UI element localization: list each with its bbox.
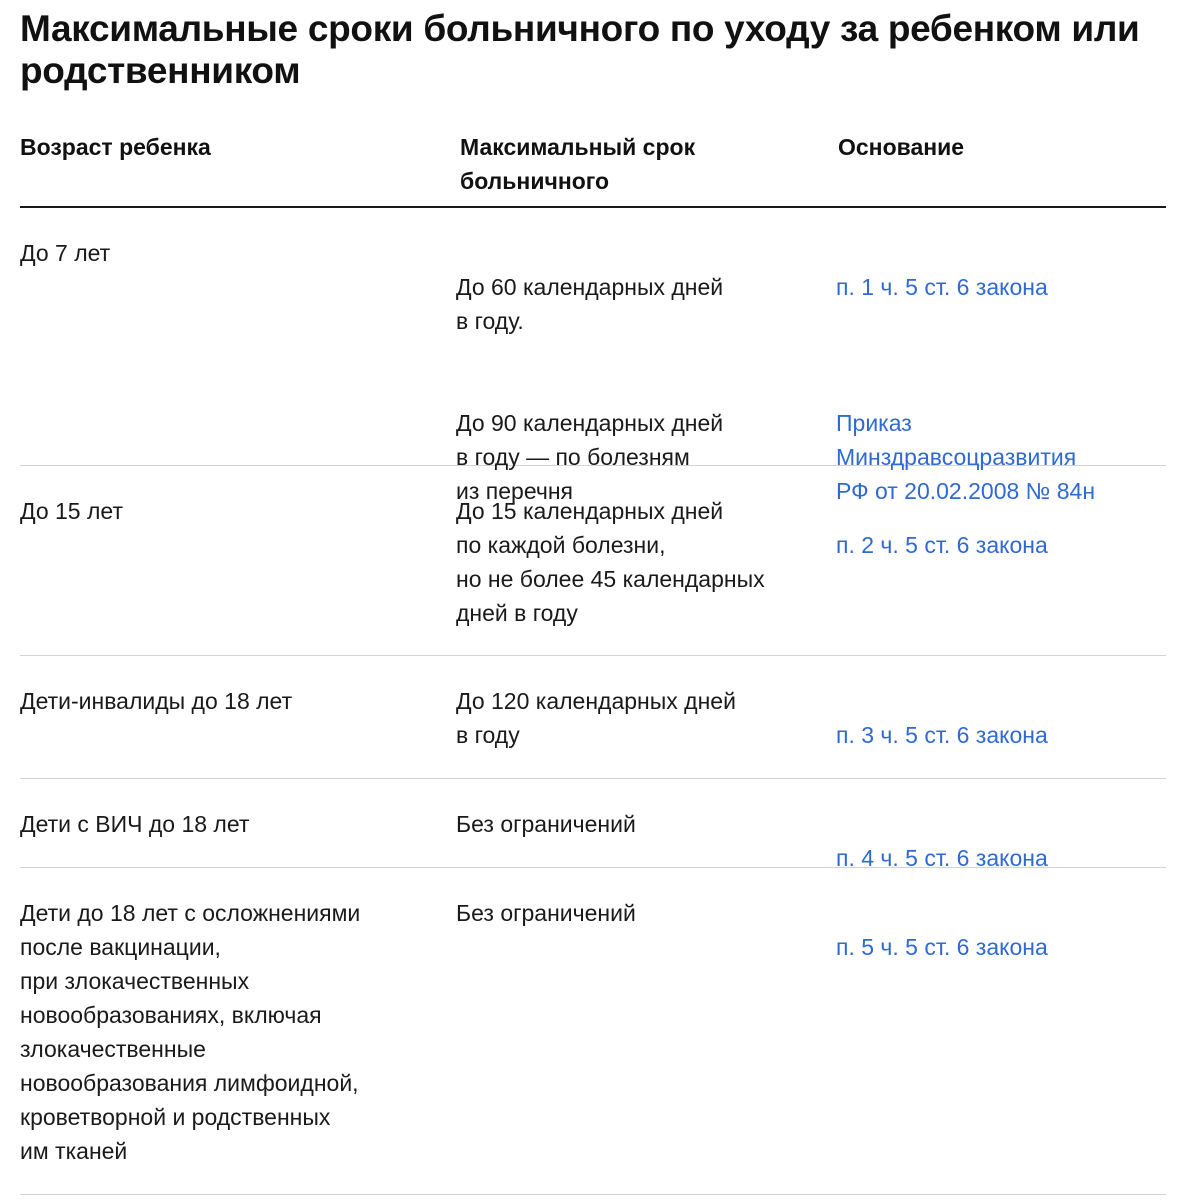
page-title: Максимальные сроки больничного по уходу за ребенком или родственником [20, 8, 1140, 91]
term-text: До 60 календарных дней в году. [456, 274, 724, 334]
header-term: Максимальный срок больничного [460, 134, 696, 194]
cell-term: До 15 календарных дней по каждой болезни, но не более 45 календарных дней в году [456, 498, 765, 626]
cell-basis [836, 494, 1166, 655]
law-link[interactable]: п. 1 ч. 5 ст. 6 закона [836, 274, 1048, 300]
cell-term [456, 236, 836, 504]
header-age: Возраст ребенка [20, 134, 211, 160]
cell-basis [836, 896, 1166, 1194]
table-header [20, 130, 1166, 208]
cell-basis [836, 807, 1166, 871]
cell-term: До 120 календарных дней в году [456, 688, 736, 748]
cell-age: До 7 лет [20, 240, 111, 266]
paragraph-gap [836, 338, 1166, 372]
cell-age: До 15 лет [20, 498, 123, 524]
table-row [20, 868, 1166, 1195]
cell-term: Без ограничений [456, 811, 636, 837]
cell-age: Дети до 18 лет с осложнениями после вакцинации, при злокачественных новообразованиях, включая злокачественные новообразования лимфоидной, кроветворной и родственных им тканей [20, 900, 361, 1164]
law-link[interactable]: п. 5 ч. 5 ст. 6 закона [836, 934, 1048, 960]
cell-basis [836, 236, 1166, 504]
cell-basis [836, 684, 1166, 778]
table-row [20, 656, 1166, 779]
header-basis: Основание [838, 134, 965, 160]
table-row [20, 208, 1166, 504]
paragraph-gap [456, 338, 836, 372]
sick-leave-table [20, 130, 1166, 1195]
table-row [20, 779, 1166, 871]
term-text: До 90 календарных дней в году — по болезням из перечня [456, 410, 724, 504]
order-link[interactable]: Приказ Минздравсоцразвития РФ от 20.02.2008 № 84н [836, 410, 1096, 504]
law-link[interactable]: п. 4 ч. 5 ст. 6 закона [836, 845, 1048, 871]
cell-term: Без ограничений [456, 900, 636, 926]
table-row [20, 466, 1166, 656]
cell-age: Дети с ВИЧ до 18 лет [20, 811, 250, 837]
law-link[interactable]: п. 2 ч. 5 ст. 6 закона [836, 532, 1048, 558]
cell-age: Дети-инвалиды до 18 лет [20, 688, 293, 714]
law-link[interactable]: п. 3 ч. 5 ст. 6 закона [836, 722, 1048, 748]
